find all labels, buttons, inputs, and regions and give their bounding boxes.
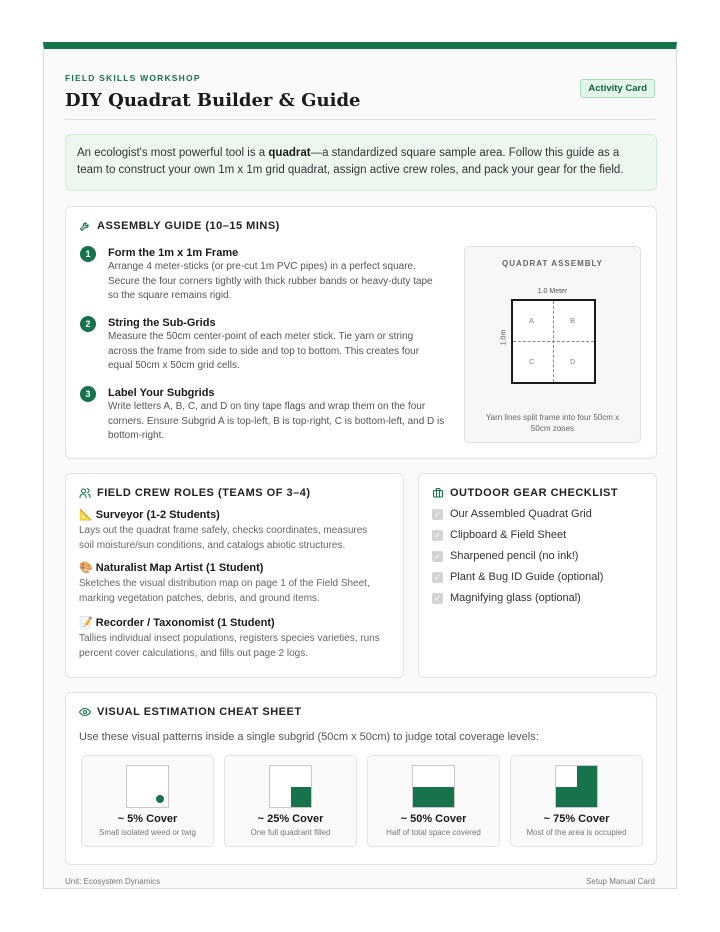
role-title <box>79 561 384 576</box>
page-title: DIY Quadrat Builder & Guide <box>65 90 361 111</box>
assembly-step <box>80 386 445 444</box>
diagram-title: QUADRAT ASSEMBLY <box>501 259 604 268</box>
cover-example <box>510 755 643 847</box>
cover-fill <box>291 787 312 808</box>
diagram-caption: Yarn lines split frame into four 50cm x 50cm zones <box>485 413 620 433</box>
gear-item-label: Sharpened pencil (no ink!) <box>450 550 579 562</box>
gear-heading <box>432 487 618 499</box>
role-item <box>79 616 384 661</box>
activity-badge: Activity Card <box>580 79 655 98</box>
step-number: 1 <box>80 246 96 262</box>
cover-square <box>126 765 169 808</box>
cover-square <box>555 765 598 808</box>
role-title <box>79 616 384 631</box>
step-body: Measure the 50cm center-point of each meter stick. Tie yarn or string across the frame from side to side and top to bottom. This creates four equal 50cm x 50cm grid cells. <box>108 331 420 371</box>
briefcase-icon <box>432 487 444 499</box>
diagram-side-label: 1.0m <box>500 329 508 346</box>
yarn-line-horizontal <box>513 341 594 342</box>
step-title: Form the 1m x 1m Frame <box>108 247 239 259</box>
subgrid-label: C <box>529 357 535 366</box>
gear-item-label: Magnifying glass (optional) <box>450 592 581 604</box>
checkbox-icon[interactable]: ✓ <box>432 530 443 541</box>
gear-item[interactable] <box>432 529 566 541</box>
roles-heading-text: FIELD CREW ROLES (TEAMS OF 3–4) <box>97 487 311 499</box>
gear-item[interactable] <box>432 571 603 583</box>
roles-heading <box>79 487 311 499</box>
wrench-icon <box>79 220 91 232</box>
step-number: 2 <box>80 316 96 332</box>
checkbox-icon[interactable]: ✓ <box>432 572 443 583</box>
estimation-intro: Use these visual patterns inside a single subgrid (50cm x 50cm) to judge total coverage levels: <box>79 731 539 743</box>
gear-item-label: Plant & Bug ID Guide (optional) <box>450 571 604 583</box>
subgrid-label: D <box>570 357 576 366</box>
checkbox-icon[interactable]: ✓ <box>432 551 443 562</box>
gear-item[interactable] <box>432 508 592 520</box>
divider <box>65 119 655 120</box>
quadrat-diagram <box>464 246 641 443</box>
palette-icon: 🎨 <box>79 562 93 574</box>
gear-item[interactable] <box>432 550 578 562</box>
cover-example <box>367 755 500 847</box>
cover-fill <box>413 787 454 808</box>
assembly-step <box>80 246 445 304</box>
crew-roles-card <box>65 473 404 678</box>
estimation-heading <box>79 706 302 718</box>
cover-square <box>269 765 312 808</box>
role-name: Recorder / Taxonomist (1 Student) <box>95 617 275 629</box>
gear-checklist-card <box>418 473 657 678</box>
role-description: Lays out the quadrat frame safely, checks coordinates, measures soil moisture/sun conditions, and catalogs abiotic structures. <box>79 525 368 551</box>
activity-card <box>43 42 677 889</box>
gear-item-label: Clipboard & Field Sheet <box>450 529 567 541</box>
subgrid-label: A <box>529 316 535 325</box>
cover-label: ~ 75% Cover <box>543 813 610 825</box>
checkbox-icon[interactable]: ✓ <box>432 509 443 520</box>
gear-item[interactable] <box>432 592 581 604</box>
memo-icon: 📝 <box>79 617 93 629</box>
intro-callout <box>65 134 657 191</box>
intro-text-start: An ecologist's most powerful tool is a <box>77 147 269 159</box>
cover-label: ~ 50% Cover <box>400 813 467 825</box>
ruler-icon: 📐 <box>79 509 93 521</box>
gear-item-label: Our Assembled Quadrat Grid <box>450 508 592 520</box>
cover-example <box>81 755 214 847</box>
assembly-heading-text: ASSEMBLY GUIDE (10–15 MINS) <box>97 220 280 232</box>
cover-description: Small isolated weed or twig <box>99 828 196 837</box>
cover-square <box>412 765 455 808</box>
step-number: 3 <box>80 386 96 402</box>
diagram-top-label: 1.0 Meter <box>537 288 568 295</box>
role-name: Naturalist Map Artist (1 Student) <box>95 562 264 574</box>
subgrid-label: B <box>570 316 576 325</box>
quadrat-frame <box>511 299 596 384</box>
assembly-heading <box>79 220 280 232</box>
gear-heading-text: OUTDOOR GEAR CHECKLIST <box>450 487 619 499</box>
footer-unit: Unit: Ecosystem Dynamics <box>65 877 161 886</box>
step-body: Write letters A, B, C, and D on tiny tape flags and wrap them on the four corners. Ensure Subgrid A is top-left, B is top-right, C is bottom-left, and D is bottom-right. <box>108 401 445 441</box>
cover-fill <box>577 766 598 787</box>
intro-bold-term: quadrat <box>268 147 311 159</box>
step-title: Label Your Subgrids <box>108 387 215 399</box>
step-title: String the Sub-Grids <box>108 317 216 329</box>
role-item <box>79 508 384 553</box>
estimation-card <box>65 692 657 865</box>
step-body: Arrange 4 meter-sticks (or pre-cut 1m PVC pipes) in a perfect square. Secure the four corners tightly with thick rubber bands or heavy-duty tape so the square remains rigid. <box>108 261 433 301</box>
intro-text-end: —a standardized square sample area. Follow this guide as a team to construct your own 1m x 1m grid quadrat, assign active crew roles, and pack your gear for the field. <box>77 147 624 176</box>
footer-doc-type: Setup Manual Card <box>586 877 655 886</box>
cover-fill <box>556 787 597 808</box>
cover-description: Half of total space covered <box>386 828 481 837</box>
assembly-guide-card <box>65 206 657 459</box>
users-icon <box>79 487 91 499</box>
checkbox-icon[interactable]: ✓ <box>432 593 443 604</box>
cover-description: Most of the area is occupied <box>526 828 627 837</box>
role-item <box>79 561 384 606</box>
cover-label: ~ 25% Cover <box>257 813 324 825</box>
kicker-label: FIELD SKILLS WORKSHOP <box>65 73 201 83</box>
estimation-heading-text: VISUAL ESTIMATION CHEAT SHEET <box>97 706 302 718</box>
cover-description: One full quadrant filled <box>250 828 331 837</box>
role-title <box>79 508 384 523</box>
cover-label: ~ 5% Cover <box>117 813 178 825</box>
assembly-step <box>80 316 445 374</box>
cover-example <box>224 755 357 847</box>
role-name: Surveyor (1-2 Students) <box>95 509 220 521</box>
eye-icon <box>79 706 91 718</box>
cover-fill <box>156 795 164 803</box>
role-description: Tallies individual insect populations, registers species varieties, runs percent cover calculations, and fills out page 2 logs. <box>79 633 380 659</box>
role-description: Sketches the visual distribution map on page 1 of the Field Sheet, marking vegetation patches, debris, and ground items. <box>79 578 370 604</box>
